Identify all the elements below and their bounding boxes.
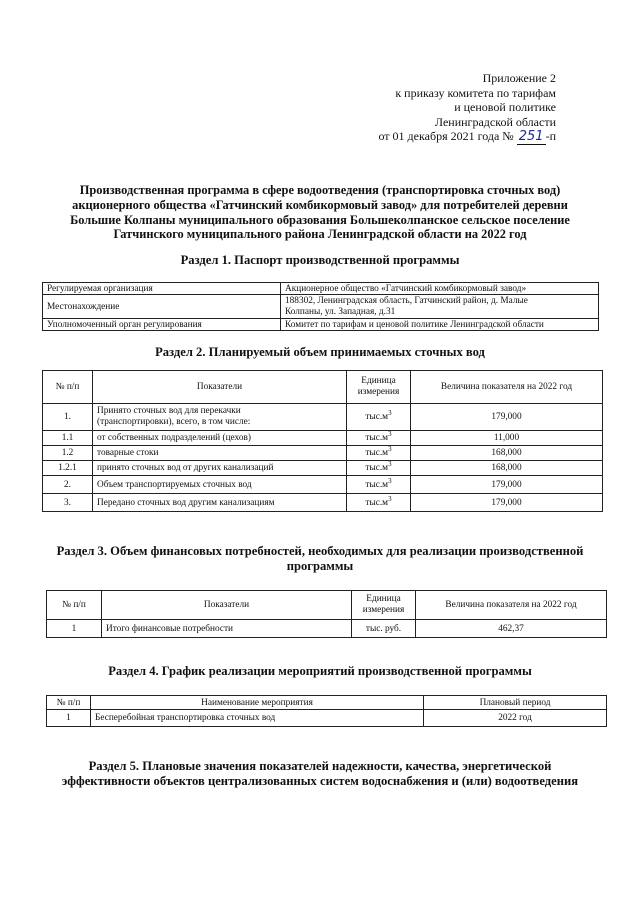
table-row (43, 476, 603, 494)
appendix-order-line (378, 129, 556, 145)
row-unit: тыс. руб. (352, 620, 416, 638)
section4-title: Раздел 4. График реализации мероприятий производственной программы (108, 664, 532, 678)
row-indicator: Передано сточных вод другим канализациям (93, 494, 347, 512)
row-num: 2. (43, 476, 93, 494)
row-indicator: Объем транспортируемых сточных вод (93, 476, 347, 494)
unit-sup: 3 (388, 459, 392, 468)
passport-table (42, 282, 599, 331)
row-value: 179,000 (411, 404, 603, 431)
table-header-row (47, 696, 607, 710)
col-header-unit (347, 371, 411, 404)
table-row (43, 431, 603, 446)
document-title (55, 183, 585, 242)
financial-needs-table (46, 590, 607, 638)
appendix-line: и ценовой политике (454, 100, 556, 115)
table-row (43, 494, 603, 512)
row-num: 3. (43, 494, 93, 512)
section3-title-line: Раздел 3. Объем финансовых потребностей, необходимых для реализации производственной (56, 544, 584, 558)
table-header-row (47, 591, 607, 620)
row-unit (347, 461, 411, 476)
table-header-row (43, 371, 603, 404)
col-header-num: № п/п (47, 591, 102, 620)
order-number-handwritten: 251 (518, 129, 544, 145)
unit-sup: 3 (388, 408, 392, 417)
row-indicator: товарные стоки (93, 446, 347, 461)
row-unit (347, 431, 411, 446)
section2-title: Раздел 2. Планируемый объем принимаемых сточных вод (155, 345, 485, 359)
unit-text: тыс.м (365, 433, 389, 443)
unit-text: тыс.м (365, 412, 389, 422)
row-indicator: принято сточных вод от других канализаций (93, 461, 347, 476)
table-row (43, 295, 599, 319)
row-indicator: Итого финансовые потребности (102, 620, 352, 638)
passport-label: Местонахождение (43, 295, 281, 319)
row-num: 1 (47, 620, 102, 638)
table-row (47, 620, 607, 638)
col-header-unit-line: измерения (362, 605, 405, 615)
col-header-name: Наименование мероприятия (91, 696, 424, 710)
passport-value (281, 295, 599, 319)
col-header-num: № п/п (43, 371, 93, 404)
appendix-line: к приказу комитета по тарифам (395, 85, 556, 100)
schedule-table (46, 695, 607, 727)
table-row (43, 283, 599, 295)
row-indicator-line: (транспортировки), всего, в том числе: (97, 417, 251, 427)
section5-title (40, 759, 600, 789)
row-num: 1.2.1 (43, 461, 93, 476)
table-row (43, 319, 599, 331)
row-value: 11,000 (411, 431, 603, 446)
wastewater-volume-table (42, 370, 603, 512)
row-value: 179,000 (411, 494, 603, 512)
unit-sup: 3 (388, 429, 392, 438)
row-value: 168,000 (411, 446, 603, 461)
title-line: Большие Колпаны муниципального образования Большеколпанское сельское поселение (70, 212, 570, 227)
appendix-header (378, 71, 556, 145)
table-row (43, 404, 603, 431)
row-num: 1.2 (43, 446, 93, 461)
appendix-line: Ленинградской области (434, 114, 556, 129)
table-row (43, 446, 603, 461)
col-header-unit (352, 591, 416, 620)
section1-title: Раздел 1. Паспорт производственной программы (180, 253, 460, 267)
unit-text: тыс.м (365, 479, 389, 490)
row-value: 179,000 (411, 476, 603, 494)
col-header-indicator: Показатели (93, 371, 347, 404)
col-header-value: Величина показателя на 2022 год (416, 591, 607, 620)
title-line: Гатчинского муниципального района Ленинградской области на 2022 год (113, 227, 527, 242)
table-row (47, 710, 607, 727)
row-indicator (93, 404, 347, 431)
col-header-period: Плановый период (424, 696, 607, 710)
section3-title-line: программы (286, 559, 354, 573)
row-num: 1.1 (43, 431, 93, 446)
passport-value: Комитет по тарифам и ценовой политике Ленинградской области (281, 319, 599, 331)
passport-label: Уполномоченный орган регулирования (43, 319, 281, 331)
col-header-indicator: Показатели (102, 591, 352, 620)
unit-sup: 3 (388, 444, 392, 453)
row-unit (347, 476, 411, 494)
col-header-unit-line: Единица (361, 376, 396, 386)
unit-text: тыс.м (365, 448, 389, 458)
col-header-unit-line: измерения (357, 387, 400, 397)
row-num: 1 (47, 710, 91, 727)
section5-title-line: Раздел 5. Плановые значения показателей надежности, качества, энергетической (88, 759, 552, 773)
col-header-value: Величина показателя на 2022 год (411, 371, 603, 404)
row-indicator-line: Принято сточных вод для перекачки (97, 406, 241, 416)
col-header-unit-line: Единица (366, 594, 401, 604)
row-period: 2022 год (424, 710, 607, 727)
row-value: 168,000 (411, 461, 603, 476)
row-num: 1. (43, 404, 93, 431)
row-indicator: от собственных подразделений (цехов) (93, 431, 347, 446)
row-value: 462,37 (416, 620, 607, 638)
order-date: от 01 декабря 2021 года № (378, 129, 514, 144)
row-unit (347, 446, 411, 461)
col-header-num: № п/п (47, 696, 91, 710)
title-line: акционерного общества «Гатчинский комбикормовый завод» для потребителей деревни (72, 197, 568, 212)
section5-title-line: эффективности объектов централизованных систем водоснабжения и (или) водоотведения (61, 774, 579, 788)
unit-text: тыс.м (365, 497, 389, 508)
unit-sup: 3 (388, 494, 392, 503)
unit-sup: 3 (388, 476, 392, 485)
unit-text: тыс.м (365, 463, 389, 473)
row-unit (347, 494, 411, 512)
row-name: Бесперебойная транспортировка сточных вод (91, 710, 424, 727)
row-unit (347, 404, 411, 431)
passport-value-line: Колпаны, ул. Западная, д.31 (285, 306, 396, 317)
passport-label: Регулируемая организация (43, 283, 281, 295)
passport-value-line: 188302, Ленинградская область, Гатчинский район, д. Малые (285, 295, 528, 306)
table-row (43, 461, 603, 476)
appendix-line: Приложение 2 (482, 71, 556, 85)
order-suffix: -п (545, 129, 556, 144)
passport-value: Акционерное общество «Гатчинский комбикормовый завод» (281, 283, 599, 295)
title-line: Производственная программа в сфере водоотведения (транспортировка сточных вод) (79, 183, 561, 197)
section3-title (40, 544, 600, 574)
